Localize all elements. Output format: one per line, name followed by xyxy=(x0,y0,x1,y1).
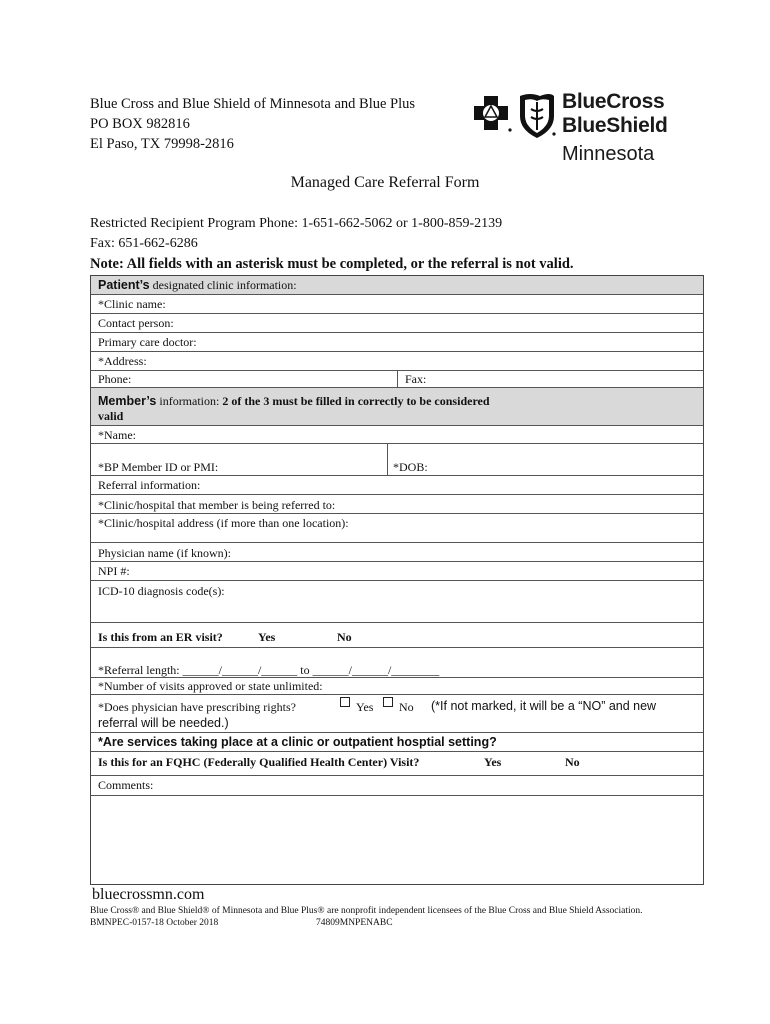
primary-doctor-field[interactable] xyxy=(91,333,703,352)
fqhc-question: Is this for an FQHC (Federally Qualified Health Center) Visit? xyxy=(98,755,420,769)
fax-info: Fax: 651-662-6286 xyxy=(90,236,198,251)
er-yes-option[interactable]: Yes xyxy=(258,630,276,644)
bcbs-logo xyxy=(470,88,690,168)
member-id-label[interactable]: *BP Member ID or PMI: xyxy=(98,460,219,474)
phone-label[interactable]: Phone: xyxy=(98,372,132,386)
prescribing-row xyxy=(91,695,703,733)
presc-no-checkbox[interactable] xyxy=(383,697,393,707)
dob-label[interactable]: *DOB: xyxy=(393,460,428,474)
member-name-field[interactable] xyxy=(91,426,703,444)
member-heading-bold: Member’s xyxy=(98,394,157,408)
phone-fax-divider xyxy=(397,371,398,388)
referral-length-label: *Referral length: ______/______/______ to ______/______/________ xyxy=(98,663,440,677)
referral-heading-label: Referral information: xyxy=(98,478,201,492)
clinic-referred-label: *Clinic/hospital that member is being referred to: xyxy=(98,498,336,512)
fqhc-yes-option[interactable]: Yes xyxy=(484,755,502,769)
primary-doctor-label: Primary care doctor: xyxy=(98,335,197,349)
fax-label[interactable]: Fax: xyxy=(405,372,427,386)
npi-field[interactable] xyxy=(91,562,703,581)
icd-label: ICD-10 diagnosis code(s): xyxy=(98,584,225,598)
icd-field[interactable] xyxy=(91,581,703,623)
presc-no-label: No xyxy=(399,700,414,714)
patient-heading-rest: designated clinic information: xyxy=(149,278,297,292)
presc-note: (*If not marked, it will be a “NO” and new xyxy=(431,699,657,713)
setting-question: *Are services taking place at a clinic or outpatient hosptial setting? xyxy=(98,735,497,749)
clinic-name-field[interactable] xyxy=(91,295,703,314)
comments-area[interactable] xyxy=(91,796,703,885)
contact-person-label: Contact person: xyxy=(98,316,174,330)
er-no-option[interactable]: No xyxy=(337,630,352,644)
phone-info: Restricted Recipient Program Phone: 1-651-662-5062 or 1-800-859-2139 xyxy=(90,216,503,231)
asterisk-note: Note: All fields with an asterisk must be completed, or the referral is not valid. xyxy=(90,256,574,272)
visits-field[interactable] xyxy=(91,678,703,695)
org-name: Blue Cross and Blue Shield of Minnesota and Blue Plus xyxy=(90,96,416,112)
setting-row[interactable] xyxy=(91,733,703,752)
id-dob-divider xyxy=(387,444,388,476)
contact-person-field[interactable] xyxy=(91,314,703,333)
presc-note-cont: referral will be needed.) xyxy=(98,716,229,730)
referral-length-field[interactable] xyxy=(91,648,703,678)
patient-heading-bold: Patient’s xyxy=(98,278,150,292)
presc-yes-checkbox[interactable] xyxy=(340,697,350,707)
member-heading-note2: valid xyxy=(98,409,124,423)
comments-heading-row xyxy=(91,776,703,796)
clinic-address-label: *Clinic/hospital address (if more than one location): xyxy=(98,516,349,530)
fqhc-no-option[interactable]: No xyxy=(565,755,580,769)
presc-yes-option[interactable] xyxy=(340,700,373,715)
comments-label: Comments: xyxy=(98,778,154,792)
footer-code: 74809MNPENABC xyxy=(316,918,393,928)
presc-no-option[interactable] xyxy=(383,700,414,715)
er-visit-question: Is this from an ER visit? xyxy=(98,630,223,644)
address-field[interactable] xyxy=(91,352,703,371)
logo-blueshield: BlueShield xyxy=(562,114,668,137)
logo-bluecross: BlueCross xyxy=(562,90,665,113)
city-line: El Paso, TX 79998-2816 xyxy=(90,136,234,152)
visits-label: *Number of visits approved or state unlimited: xyxy=(98,679,323,693)
po-box: PO BOX 982816 xyxy=(90,116,190,132)
clinic-address-field[interactable] xyxy=(91,514,703,543)
referral-section-heading xyxy=(91,476,703,495)
address-label: *Address: xyxy=(98,354,147,368)
form-title: Managed Care Referral Form xyxy=(290,174,480,191)
member-heading-mid: information: xyxy=(156,394,223,408)
cross-logo-icon xyxy=(470,92,558,140)
footer-disclaimer: Blue Cross® and Blue Shield® of Minnesota and Blue Plus® are nonprofit independent licensees of the Blue Cross and Blue Shield Association. xyxy=(90,906,643,916)
prescribing-question: *Does physician have prescribing rights? xyxy=(98,700,296,714)
footer-form-id: BMNPEC-0157-18 October 2018 xyxy=(90,918,219,928)
presc-yes-label: Yes xyxy=(356,700,374,714)
logo-minnesota: Minnesota xyxy=(562,143,655,165)
footer-url[interactable]: bluecrossmn.com xyxy=(92,886,205,903)
clinic-name-label: *Clinic name: xyxy=(98,297,166,311)
er-visit-row xyxy=(91,623,703,648)
patient-section-heading xyxy=(91,276,703,295)
member-section-heading xyxy=(91,388,703,426)
referral-form-table xyxy=(90,275,704,885)
member-heading-note: 2 of the 3 must be filled in correctly to be considered xyxy=(222,394,490,408)
npi-label: NPI #: xyxy=(98,564,130,578)
member-name-label: *Name: xyxy=(98,428,136,442)
member-id-dob-row xyxy=(91,444,703,476)
fqhc-row xyxy=(91,752,703,776)
physician-field[interactable] xyxy=(91,543,703,562)
physician-label: Physician name (if known): xyxy=(98,546,231,560)
clinic-referred-field[interactable] xyxy=(91,495,703,514)
